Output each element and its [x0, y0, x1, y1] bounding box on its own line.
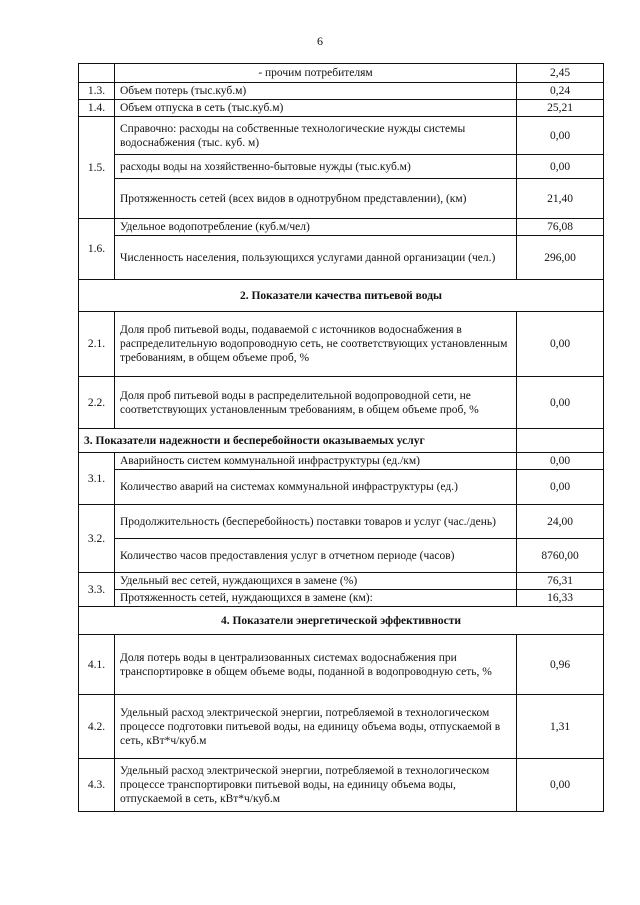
row-value: 8760,00 [517, 539, 604, 573]
row-value: 0,96 [517, 635, 604, 695]
row-number: 4.1. [79, 635, 115, 695]
table-row [79, 573, 604, 590]
row-description: Доля потерь воды в централизованных системах водоснабжения при транспортировке в общем объеме воды, поданной в водопроводную сеть, % [115, 635, 517, 695]
table-row [79, 505, 604, 539]
row-value: 0,24 [517, 83, 604, 100]
row-value: 0,00 [517, 759, 604, 812]
row-value: 0,00 [517, 470, 604, 505]
row-description: Объем потерь (тыс.куб.м) [115, 83, 517, 100]
row-value: 296,00 [517, 236, 604, 280]
table-row [79, 470, 604, 505]
table-row [79, 312, 604, 377]
row-description: Продолжительность (бесперебойность) поставки товаров и услуг (час./день) [115, 505, 517, 539]
row-number: 1.3. [79, 83, 115, 100]
row-description: Справочно: расходы на собственные технологические нужды системы водоснабжения (тыс. куб. м) [115, 117, 517, 155]
row-description: Протяженность сетей, нуждающихся в замене (км): [115, 590, 517, 607]
row-value: 76,08 [517, 219, 604, 236]
table-row [79, 219, 604, 236]
row-number: 1.4. [79, 100, 115, 117]
row-description: Удельный расход электрической энергии, потребляемой в технологическом процессе подготовки питьевой воды, на единицу объема воды, отпускаемой в сеть, кВт*ч/куб.м [115, 695, 517, 759]
row-description: Удельный расход электрической энергии, потребляемой в технологическом процессе транспортировки питьевой воды, на единицу объема воды, отпускаемой в сеть, кВт*ч/куб.м [115, 759, 517, 812]
row-value: 1,31 [517, 695, 604, 759]
section-header-row [79, 280, 604, 312]
row-number: 1.5. [79, 117, 115, 219]
table-row [79, 590, 604, 607]
row-number: 2.1. [79, 312, 115, 377]
row-value: 24,00 [517, 505, 604, 539]
row-description: Удельный вес сетей, нуждающихся в замене (%) [115, 573, 517, 590]
table-row [79, 155, 604, 179]
table-row [79, 236, 604, 280]
page-number: 6 [317, 34, 323, 48]
row-value: 16,33 [517, 590, 604, 607]
row-number: 4.2. [79, 695, 115, 759]
table-row [79, 117, 604, 155]
row-number: 1.6. [79, 219, 115, 280]
section-title: 2. Показатели качества питьевой воды [79, 280, 604, 312]
row-number-cell [79, 64, 115, 83]
table-row [79, 635, 604, 695]
section-title: 4. Показатели энергетической эффективности [79, 607, 604, 635]
table-row [79, 377, 604, 429]
row-value: 0,00 [517, 155, 604, 179]
row-number: 3.2. [79, 505, 115, 573]
table-row [79, 64, 604, 83]
row-description: расходы воды на хозяйственно-бытовые нужды (тыс.куб.м) [115, 155, 517, 179]
section-header-row [79, 429, 604, 453]
section-title: 3. Показатели надежности и бесперебойности оказываемых услуг [79, 429, 517, 453]
row-value: 25,21 [517, 100, 604, 117]
row-value: 76,31 [517, 573, 604, 590]
row-description: Объем отпуска в сеть (тыс.куб.м) [115, 100, 517, 117]
row-number: 3.3. [79, 573, 115, 607]
table-row [79, 453, 604, 470]
row-value: 0,00 [517, 117, 604, 155]
row-value: 2,45 [517, 64, 604, 83]
row-number: 4.3. [79, 759, 115, 812]
table-row [79, 100, 604, 117]
table-row [79, 539, 604, 573]
row-description: Количество часов предоставления услуг в отчетном периоде (часов) [115, 539, 517, 573]
row-description: Доля проб питьевой воды в распределительной водопроводной сети, не соответствующих установленным требованиям, в общем объеме проб, % [115, 377, 517, 429]
indicators-table [78, 63, 604, 812]
row-description: - прочим потребителям [115, 64, 517, 83]
row-description: Удельное водопотребление (куб.м/чел) [115, 219, 517, 236]
row-value: 0,00 [517, 453, 604, 470]
row-description: Протяженность сетей (всех видов в однотрубном представлении), (км) [115, 179, 517, 219]
table-row [79, 179, 604, 219]
table-row [79, 83, 604, 100]
row-value: 0,00 [517, 312, 604, 377]
row-description: Численность населения, пользующихся услугами данной организации (чел.) [115, 236, 517, 280]
row-number: 3.1. [79, 453, 115, 505]
empty-cell [517, 429, 604, 453]
table-row [79, 695, 604, 759]
row-value: 21,40 [517, 179, 604, 219]
table-row [79, 759, 604, 812]
row-number: 2.2. [79, 377, 115, 429]
row-description: Количество аварий на системах коммунальной инфраструктуры (ед.) [115, 470, 517, 505]
row-description: Доля проб питьевой воды, подаваемой с источников водоснабжения в распределительную водопроводную сеть, не соответствующих установленным требованиям, в общем объеме проб, % [115, 312, 517, 377]
section-header-row [79, 607, 604, 635]
row-value: 0,00 [517, 377, 604, 429]
row-description: Аварийность систем коммунальной инфраструктуры (ед./км) [115, 453, 517, 470]
